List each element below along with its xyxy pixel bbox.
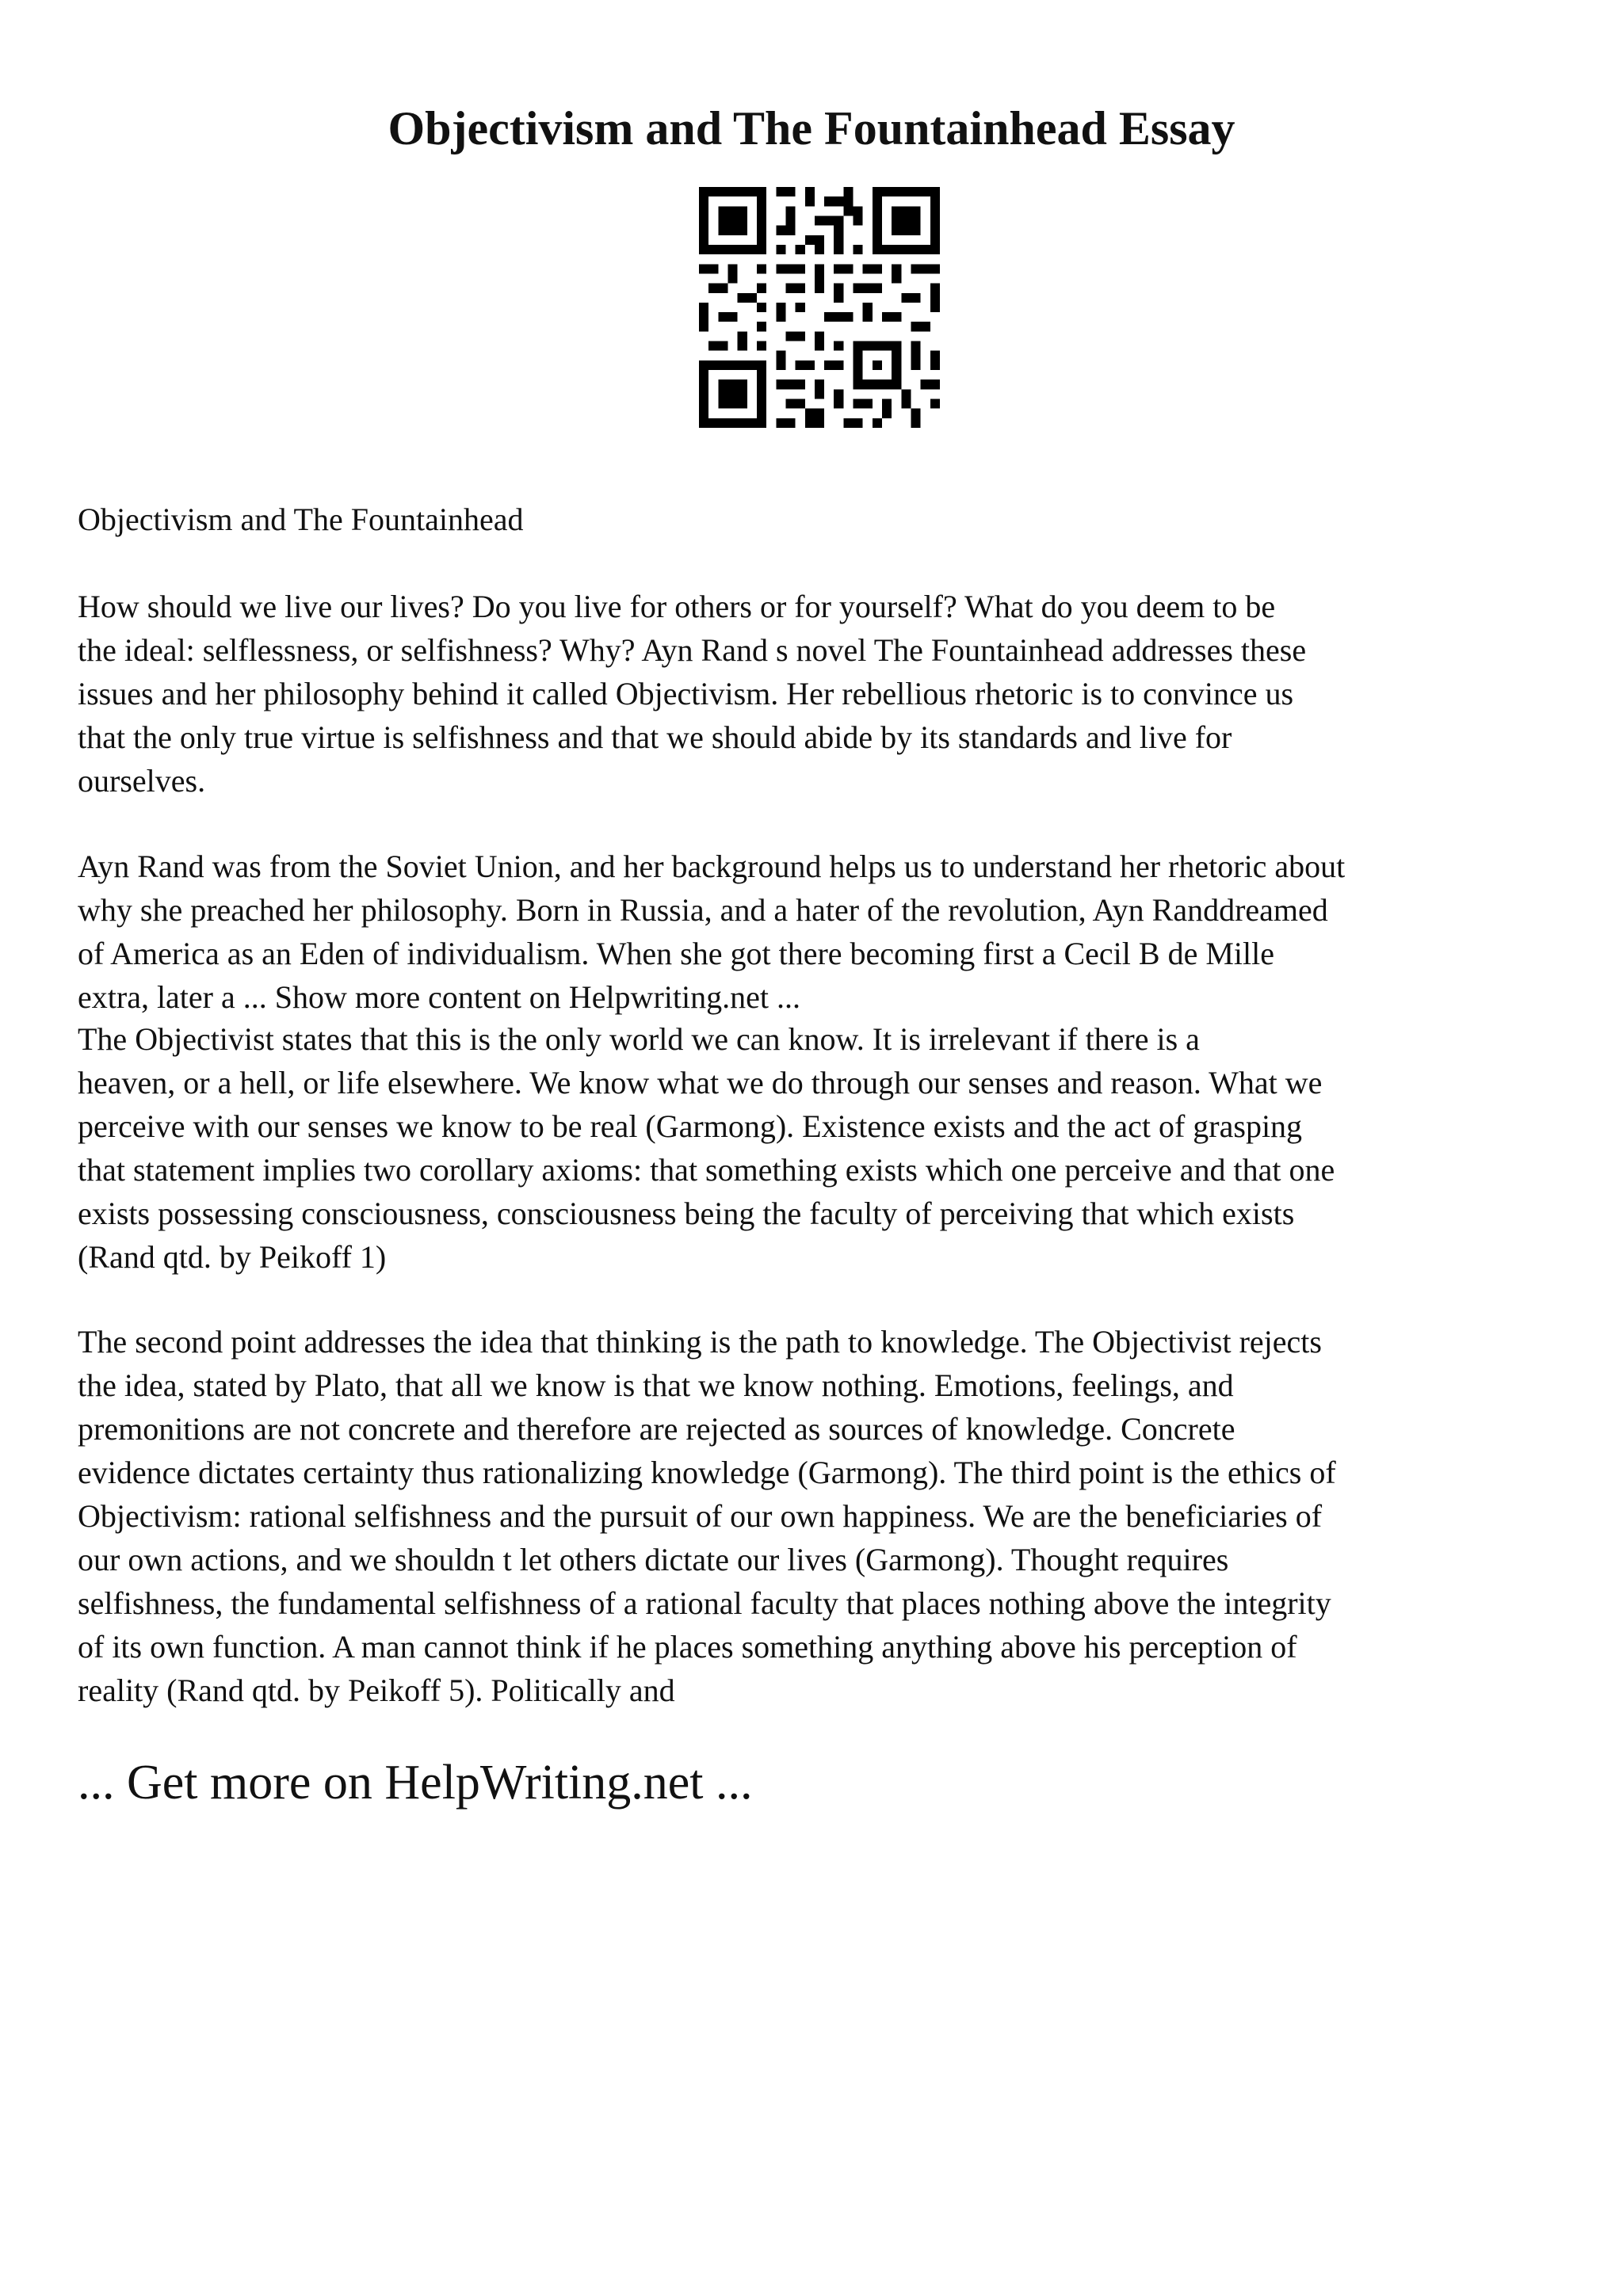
- paragraph-line: that statement implies two corollary axioms: that something exists which one perceive and that one: [78, 1152, 1335, 1188]
- paragraph-line: How should we live our lives? Do you live for others or for yourself? What do you deem to be: [78, 589, 1276, 624]
- document-title: Objectivism and The Fountainhead Essay: [388, 102, 1235, 154]
- paragraph-line: heaven, or a hell, or life elsewhere. We know what we do through our senses and reason. What we: [78, 1065, 1323, 1100]
- paragraph-line: reality (Rand qtd. by Peikoff 5). Politically and: [78, 1672, 675, 1708]
- paragraph-line: our own actions, and we shouldn t let others dictate our lives (Garmong). Thought requires: [78, 1542, 1229, 1577]
- paragraph-intro: [78, 585, 1575, 803]
- paragraph-line: why she preached her philosophy. Born in Russia, and a hater of the revolution, Ayn Randdreamed: [78, 892, 1328, 928]
- paragraph-line: of America as an Eden of individualism. When she got there becoming first a Cecil B de Mille: [78, 936, 1274, 971]
- paragraph-line: of its own function. A man cannot think if he places something anything above his perception of: [78, 1629, 1297, 1665]
- document-subtitle: Objectivism and The Fountainhead: [78, 502, 524, 537]
- paragraph-line: extra, later a ... Show more content on Helpwriting.net ...: [78, 979, 800, 1015]
- paragraph-objectivist-world: [78, 1017, 1575, 1279]
- paragraph-line: perceive with our senses we know to be real (Garmong). Existence exists and the act of grasping: [78, 1108, 1303, 1144]
- paragraph-line: premonitions are not concrete and therefore are rejected as sources of knowledge. Concrete: [78, 1411, 1235, 1447]
- qr-code: [699, 187, 940, 428]
- paragraph-line: the idea, stated by Plato, that all we know is that we know nothing. Emotions, feelings, and: [78, 1367, 1234, 1403]
- paragraph-line: evidence dictates certainty thus rationalizing knowledge (Garmong). The third point is the ethics of: [78, 1455, 1336, 1490]
- paragraph-line: exists possessing consciousness, consciousness being the faculty of perceiving that which exists: [78, 1196, 1295, 1231]
- get-more-link[interactable]: ... Get more on HelpWriting.net ...: [78, 1756, 753, 1810]
- paragraph-second-point: [78, 1320, 1575, 1712]
- paragraph-background: [78, 845, 1575, 1019]
- paragraph-line: Ayn Rand was from the Soviet Union, and her background helps us to understand her rhetoric about: [78, 849, 1346, 884]
- paragraph-line: The second point addresses the idea that thinking is the path to knowledge. The Objectivist rejects: [78, 1324, 1322, 1360]
- paragraph-line: ourselves.: [78, 763, 206, 799]
- paragraph-line: the ideal: selflessness, or selfishness? Why? Ayn Rand s novel The Fountainhead addresses these: [78, 632, 1307, 668]
- paragraph-line: Objectivism: rational selfishness and the pursuit of our own happiness. We are the beneficiaries of: [78, 1498, 1323, 1534]
- paragraph-line: The Objectivist states that this is the only world we can know. It is irrelevant if there is a: [78, 1021, 1200, 1057]
- paragraph-line: issues and her philosophy behind it called Objectivism. Her rebellious rhetoric is to convince us: [78, 676, 1294, 711]
- paragraph-line: that the only true virtue is selfishness and that we should abide by its standards and live for: [78, 719, 1232, 755]
- paragraph-line: selfishness, the fundamental selfishness of a rational faculty that places nothing above the integrity: [78, 1585, 1331, 1621]
- paragraph-line: (Rand qtd. by Peikoff 1): [78, 1239, 387, 1275]
